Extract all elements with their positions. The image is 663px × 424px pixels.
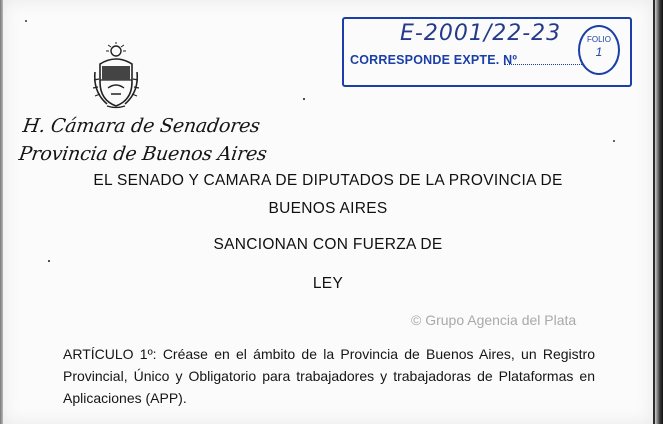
- folio-seal: [578, 25, 620, 75]
- stamp-dotted-line: [504, 64, 584, 65]
- file-stamp: [342, 17, 632, 87]
- enact-line: SANCIONAN CON FUERZA DE: [213, 236, 443, 253]
- letterhead-line-2: Provincia de Buenos Aires: [17, 143, 269, 165]
- article-line-3: Aplicaciones (APP).: [63, 390, 187, 406]
- scan-edge-right: [655, 0, 663, 424]
- watermark: © Grupo Agencia del Plata: [411, 312, 577, 328]
- law-word: LEY: [312, 275, 344, 292]
- folio-label: FOLIO: [586, 35, 611, 44]
- letterhead-line-1: H. Cámara de Senadores: [21, 115, 262, 137]
- heading-line-1: EL SENADO Y CAMARA DE DIPUTADOS DE LA PROVINCIA DE: [93, 172, 563, 189]
- document-page: [3, 0, 655, 424]
- article-line-2: Provincial, Único y Obligatorio para trabajadores y trabajadoras de Plataformas en: [63, 368, 595, 384]
- stamp-label: CORRESPONDE EXPTE. Nº: [350, 53, 518, 67]
- stamp-file-number: E-2001/22-23: [400, 21, 562, 46]
- article-line-1: ARTÍCULO 1º: Créase en el ámbito de la Provincia de Buenos Aires, un Registro: [63, 346, 595, 362]
- chamber-letterhead: [17, 112, 273, 168]
- coat-of-arms-icon: [91, 42, 141, 110]
- heading-line-2: BUENOS AIRES: [268, 200, 388, 217]
- article-1: [63, 343, 595, 409]
- folio-number: 1: [595, 45, 603, 59]
